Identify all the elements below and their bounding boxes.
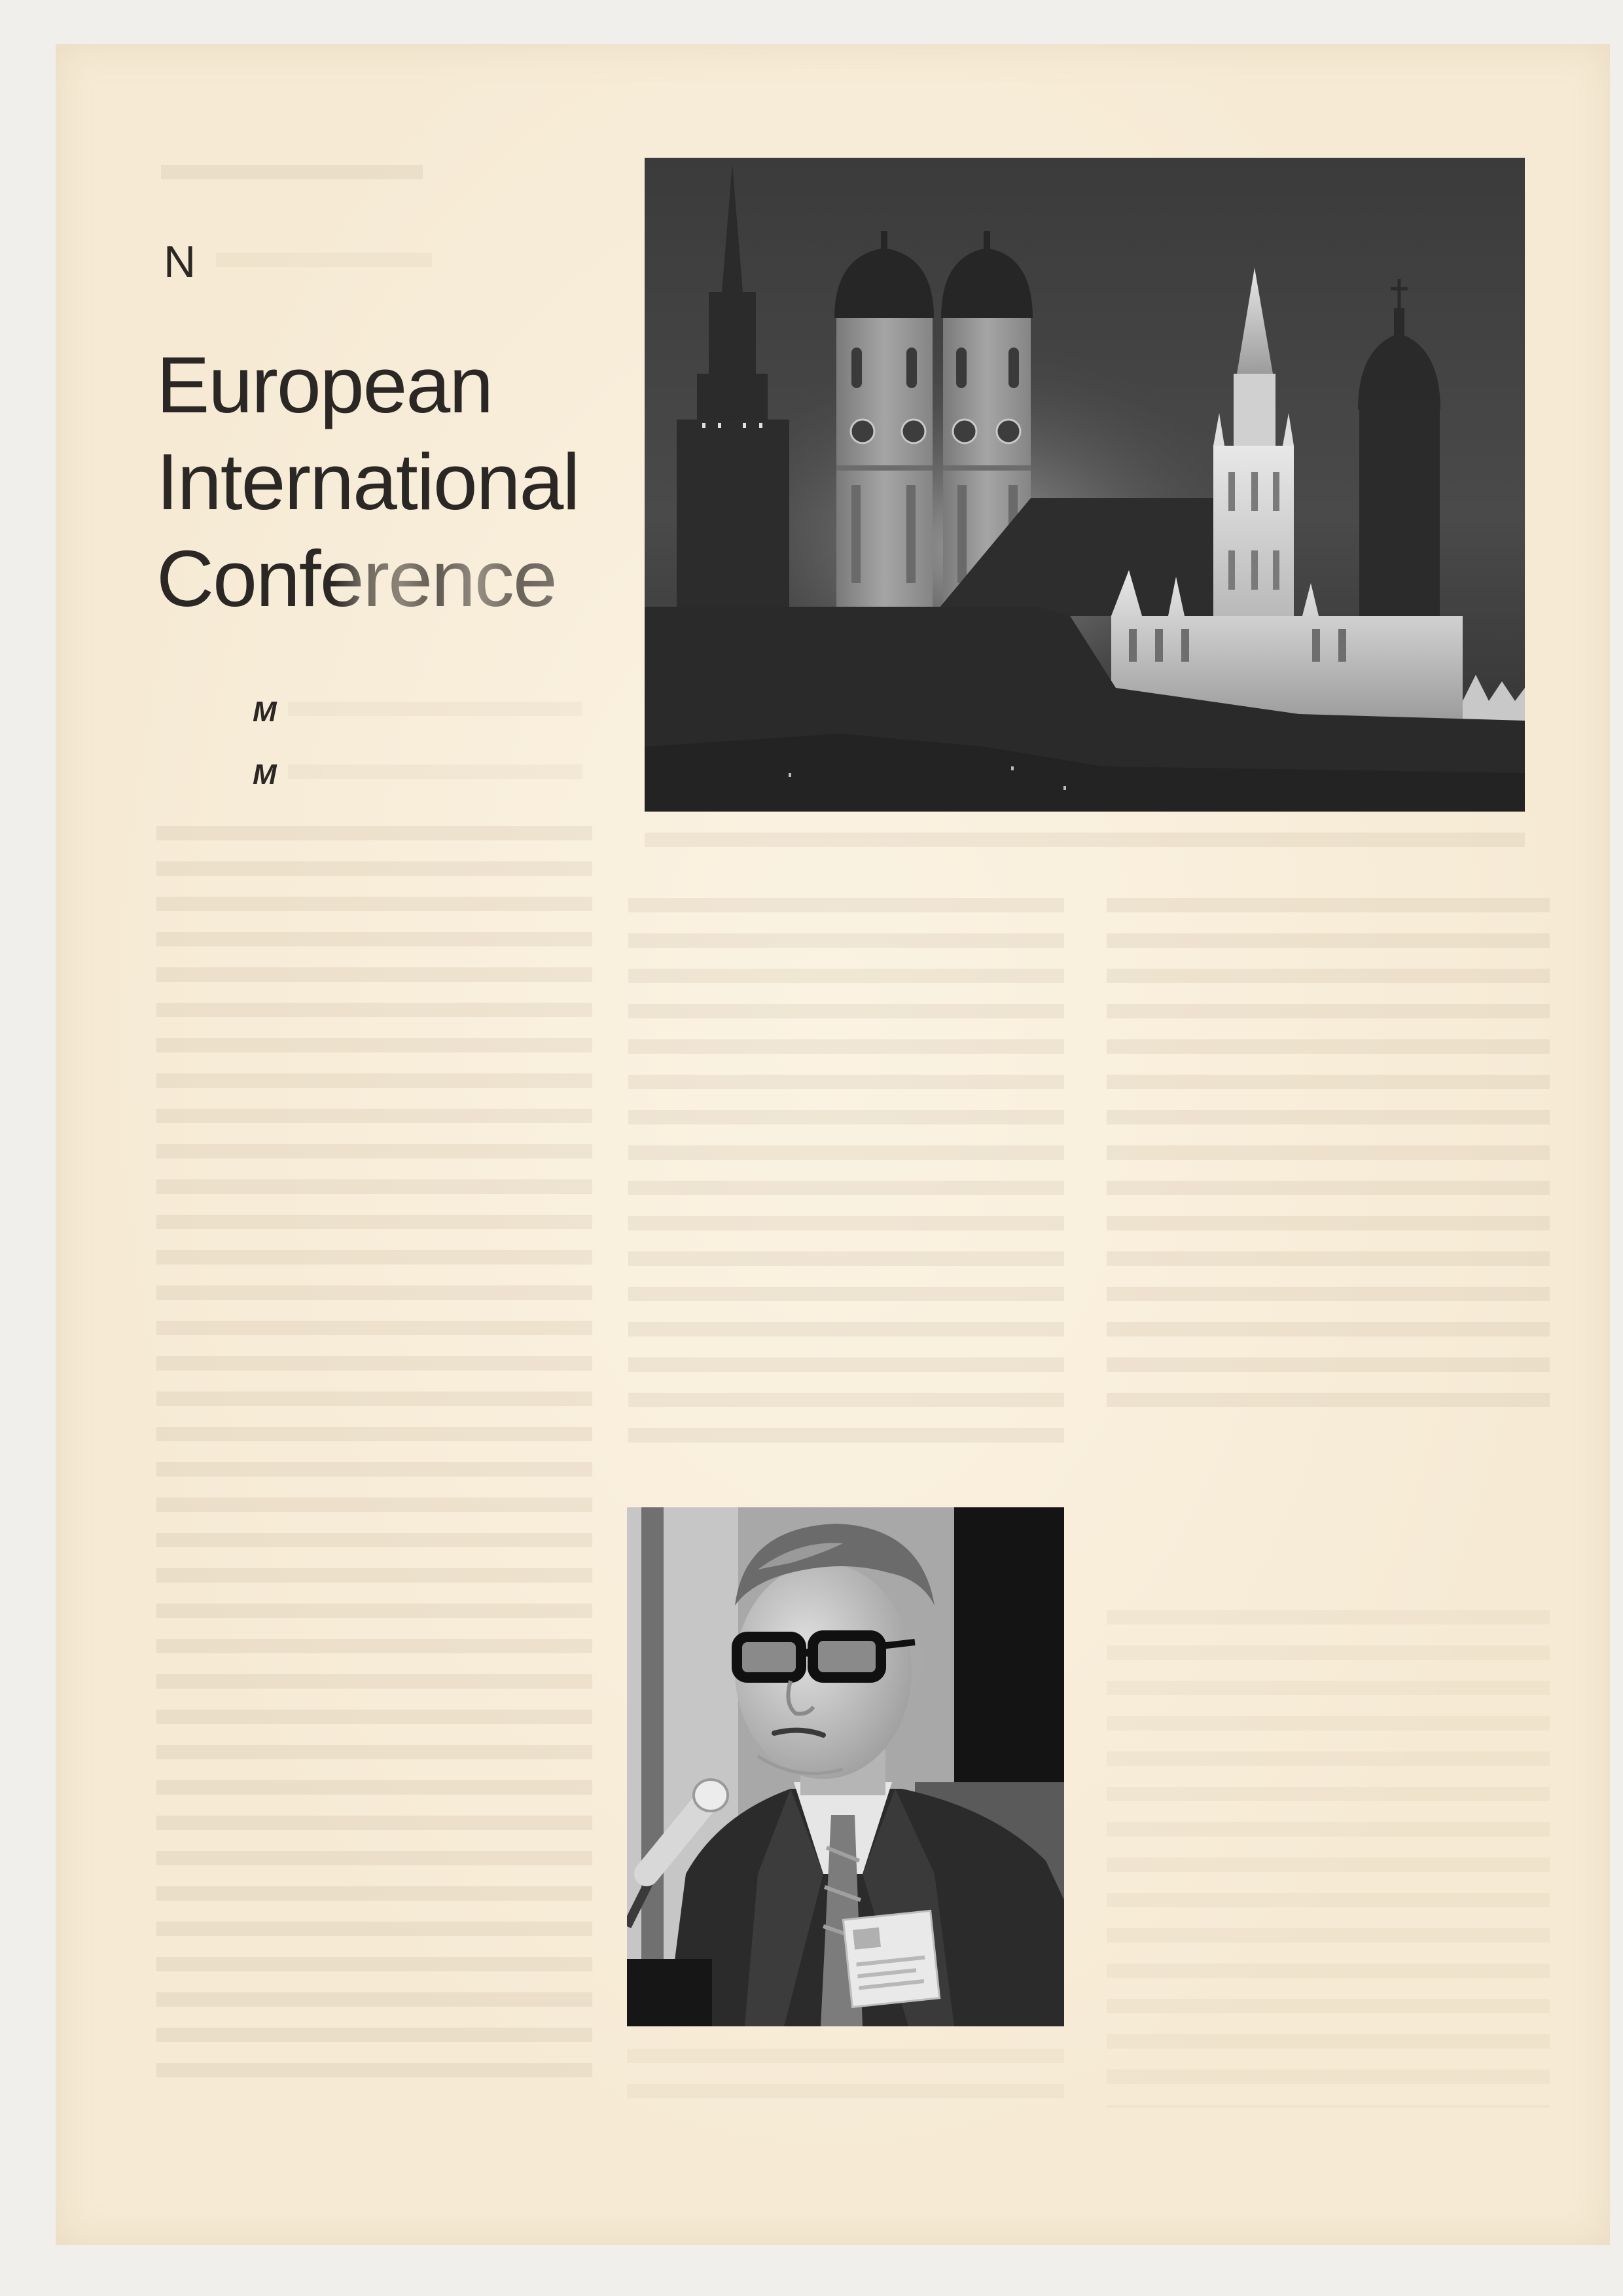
- title-line-european: European: [156, 340, 493, 429]
- page-title: [156, 336, 579, 627]
- faded-text-line: [288, 702, 582, 717]
- faded-portrait-caption: [627, 2049, 1064, 2101]
- title-line-conference: Conference: [156, 530, 579, 627]
- section-letter: N: [164, 237, 196, 287]
- faded-text-column-middle: [628, 898, 1064, 1456]
- faded-text-line: [216, 253, 432, 267]
- faded-text-line: [288, 764, 582, 780]
- initial-marker: M: [253, 696, 277, 728]
- initial-marker: M: [253, 759, 277, 791]
- title-line-international: International: [156, 437, 579, 526]
- speaker-photo: [627, 1507, 1064, 2026]
- faded-header-line: [161, 165, 423, 181]
- speaker-photo-image: [627, 1507, 1064, 2026]
- faded-photo-caption: [645, 833, 1525, 847]
- faded-text-column-left: [156, 826, 592, 2089]
- skyline-photo-image: [645, 158, 1525, 812]
- faded-text-column-right: [1107, 898, 1550, 1415]
- skyline-photo: [645, 158, 1525, 812]
- faded-text-column-right-lower: [1107, 1610, 1550, 2108]
